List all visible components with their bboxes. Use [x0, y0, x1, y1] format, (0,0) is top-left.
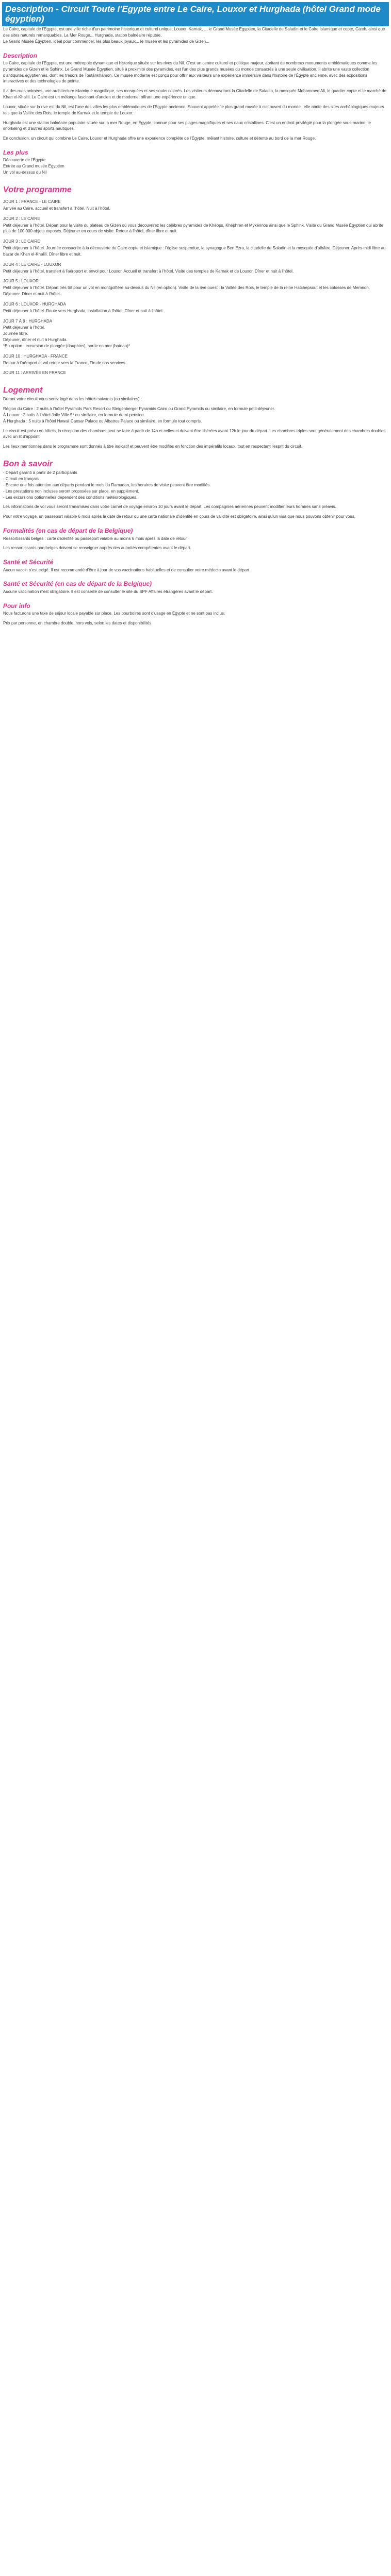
- day-title: JOUR 4 : LE CAIRE - LOUXOR: [3, 262, 61, 267]
- pour-info-section: [2, 611, 389, 626]
- description-section: [2, 60, 389, 142]
- day-title: JOUR 5 : LOUXOR: [3, 279, 39, 284]
- day-title: JOUR 6 : LOUXOR - HURGHADA: [3, 301, 66, 307]
- description-paragraph: Louxor, située sur la rive est du Nil, est l'une des villes les plus emblématiques de l'Égypte ancienne. Souvent appelée 'le plus grand musée à ciel ouvert du monde', elle abrite des sites archéologiques majeurs tels que la Vallée des Rois, le temple de Karnak et le temple de Louxor.: [3, 104, 384, 115]
- day-text: Petit déjeuner à l'hôtel. Journée libre. Déjeuner, dîner et nuit à Hurghada. *En option : excursion de plongée (dauphins), sortie en mer (bateau)*: [3, 325, 130, 348]
- day-item: [3, 216, 388, 234]
- logement-section: [2, 396, 389, 450]
- intro-paragraph: Le Grand Musée Égyptien, idéal pour commencer, les plus beaux joyaux... le musée et les pyramides de Gizeh...: [3, 39, 209, 44]
- sante-belgique-paragraph: Aucune vaccination n'est obligatoire. Il est conseillé de consulter le site du SPF Affaires étrangères avant le départ.: [3, 589, 213, 594]
- logement-paragraph: Les lieux mentionnés dans le programme sont donnés à titre indicatif et peuvent être modifiés en fonction des impératifs locaux, tout en respectant l'esprit du circuit.: [3, 444, 303, 449]
- day-title: JOUR 3 : LE CAIRE: [3, 239, 40, 244]
- formalites-paragraph: Les ressortissants non belges doivent se renseigner auprès des autorités compétentes avant le départ.: [3, 546, 191, 551]
- description-paragraph: Le Caire, capitale de l'Égypte, est une métropole dynamique et historique située sur les rives du Nil. C'est un centre culturel et politique majeur, abritant de nombreux monuments emblématiques comme les pyramides de Gizeh et le Sphinx. Le Grand Musée Égyptien, situé à proximité des pyramides, est l'un des plus grands musées du monde consacrés à une seule civilisation. Il abrite une vaste collection d'antiquités égyptiennes, dont les trésors de Toutânkhamon. Ce musée moderne est conçu pour offrir aux visiteurs une expérience immersive dans l'histoire de l'Égypte ancienne, avec des expositions interactives et des technologies de pointe.: [3, 60, 378, 84]
- day-item: [3, 199, 388, 212]
- sante-belgique-section: [2, 589, 389, 595]
- day-item: [3, 318, 388, 349]
- bon-a-savoir-paragraph: Pour votre voyage, un passeport valable 6 mois après la date de retour ou une carte nationale d'identité en cours de validité est obligatoire, ainsi qu'un visa que nous pouvons obtenir pour vous.: [3, 514, 356, 519]
- section-title-description: Description: [3, 52, 38, 59]
- description-paragraph: Hurghada est une station balnéaire populaire située sur la mer Rouge, en Égypte, connue pour ses plages magnifiques et ses eaux cristallines. C'est un endroit privilégié pour la plongée sous-marine, le snorkeling et d'autres sports nautiques.: [3, 120, 371, 131]
- section-title-bon-a-savoir: Bon à savoir: [3, 460, 53, 469]
- day-text: Petit déjeuner à l'hôtel. Départ pour la visite du plateau de Gizeh où vous découvrirez les célèbres pyramides de Khéops, Khéphren et Mykérinos ainsi que le Sphinx. Visite du Grand Musée Égyptien qui abrite plus de 100 000 objets exposés. Déjeuner en cours de visite. Retour à l'hôtel, dîner libre et nuit.: [3, 223, 383, 234]
- section-title-formalites: Formalités (en cas de départ de la Belgique): [3, 527, 133, 535]
- section-title-sante: Santé et Sécurité: [3, 558, 54, 566]
- section-title-les-plus: Les plus: [3, 149, 28, 157]
- day-title: JOUR 1 : FRANCE - LE CAIRE: [3, 199, 61, 205]
- bon-a-savoir-paragraph: - Départ garanti à partir de 2 participants - Circuit en français - Encore une fois attention aux départs pendant le mois du Ramadan, les horaires de visite peuvent être modifiés. - Les prestations non incluses seront proposées sur place, en supplément. - Les excursions optionnelles dépendent des conditions météorologiques.: [3, 470, 211, 500]
- page-banner: [2, 2, 389, 26]
- day-text: Petit déjeuner à l'hôtel. Départ très tôt pour un vol en montgolfière au-dessus du Nil (en option). Visite de la rive ouest : la Vallée des Rois, le temple de la reine Hatchepsout et les colosses de Memnon. Déjeuner. Dîner et nuit à l'hôtel.: [3, 285, 370, 297]
- pour-info-paragraph: Prix par personne, en chambre double, hors vols, selon les dates et disponibilités.: [3, 620, 153, 625]
- day-item: [3, 278, 388, 297]
- day-item: [3, 239, 388, 257]
- formalites-paragraph: Ressortissants belges : carte d'identité ou passeport valable au moins 6 mois après la date de retour.: [3, 536, 188, 541]
- programme-section: [2, 199, 389, 376]
- intro: [2, 26, 389, 44]
- section-title-programme: Votre programme: [3, 185, 72, 194]
- day-title: JOUR 7 À 9 : HURGHADA: [3, 318, 53, 324]
- day-item: [3, 370, 388, 376]
- day-text: Arrivée au Caire, accueil et transfert à l'hôtel. Nuit à l'hôtel.: [3, 206, 110, 211]
- day-text: Petit déjeuner à l'hôtel, transfert à l'aéroport et envol pour Louxor. Accueil et transfert à l'hôtel. Visite des temples de Karnak et de Louxor. Dîner et nuit à l'hôtel.: [3, 268, 294, 274]
- section-title-pour-info: Pour info: [3, 602, 30, 609]
- les-plus-section: [2, 157, 389, 175]
- section-title-sante-belgique: Santé et Sécurité (en cas de départ de la Belgique): [3, 580, 152, 588]
- day-title: JOUR 2 : LE CAIRE: [3, 216, 40, 221]
- sante-paragraph: Aucun vaccin n'est exigé. Il est recommandé d'être à jour de vos vaccinations habituelles et de consulter votre médecin avant le départ.: [3, 567, 251, 572]
- day-title: JOUR 11 : ARRIVÉE EN FRANCE: [3, 370, 67, 376]
- pour-info-paragraph: Nous facturons une taxe de séjour locale payable sur place. Les pourboires sont d'usage en Égypte et ne sont pas inclus.: [3, 611, 225, 616]
- sante-section: [2, 567, 389, 573]
- logement-paragraph: Durant votre circuit vous serez logé dans les hôtels suivants (ou similaires) :: [3, 397, 142, 402]
- bon-a-savoir-section: [2, 470, 389, 520]
- logement-paragraph: Région du Caire : 2 nuits à l'hôtel Pyramids Park Resort ou Steigenberger Pyramids Cairo ou Grand Pyramids ou similaire, en formule petit-déjeuner. À Louxor : 2 nuits à l'hôtel Jolie Ville 5* ou similaire, en formule demi-pension. À Hurghada : 5 nuits à l'hôtel Hawaii Caesar Palace ou Albatros Palace ou similaire, en formule tout compris.: [3, 406, 275, 423]
- day-text: Petit déjeuner à l'hôtel. Route vers Hurghada, installation à l'hôtel. Dîner et nuit à l'hôtel.: [3, 308, 164, 313]
- section-title-logement: Logement: [3, 386, 43, 395]
- day-item: [3, 301, 388, 314]
- day-text: Retour à l'aéroport et vol retour vers la France. Fin de nos services.: [3, 360, 126, 365]
- intro-paragraph: Le Caire, capitale de l'Égypte, est une ville riche d'un patrimoine historique et culturel unique, Louxor, Karnak, ... le Grand Musée Égyptien, la Citadelle de Saladin et le Caire Islamique et copte, Gizeh, ainsi que des sites naturels remarquables. La Mer Rouge... Hurghada, station balnéaire réputée.: [3, 27, 385, 38]
- description-paragraph: Il a des rues animées, une architecture islamique magnifique, ses mosquées et ses souks colorés. Les visiteurs découvriront la Citadelle de Saladin, la mosquée Mohammed Ali, le quartier copte et le marché de Khan el-Khalili. Le Caire est un mélange fascinant d'ancien et de moderne, offrant une expérience unique.: [3, 89, 387, 100]
- les-plus-paragraph: Découverte de l'Égypte Entrée au Grand musée Égyptien Un vol au-dessus du Nil: [3, 158, 64, 175]
- day-title: JOUR 10 : HURGHADA - FRANCE: [3, 353, 68, 359]
- day-item: [3, 353, 388, 366]
- page: [0, 0, 391, 630]
- day-text: Petit déjeuner à l'hôtel. Journée consacrée à la découverte du Caire copte et islamique : l'église suspendue, la synagogue Ben Ezra, la citadelle de Saladin et la mosquée d'albâtre. Déjeuner. Après-midi libre au bazar de Khan el-Khalili. Dîner libre et nuit.: [3, 246, 386, 257]
- page-title: Description - Circuit Toute l'Egypte entre Le Caire, Louxor et Hurghada (hôtel Grand mode égyptien): [5, 4, 381, 24]
- bon-a-savoir-paragraph: Les informations de vol vous seront transmises dans votre carnet de voyage environ 10 jours avant le départ. Les compagnies aériennes peuvent modifier leurs horaires sans préavis.: [3, 504, 336, 510]
- logement-paragraph: Le circuit est prévu en hôtels, la réception des chambres peut se faire à partir de 14h et celles-ci doivent être libérées avant 12h le jour du départ. Les chambres triples sont généralement des chambres doubles avec un lit d'appoint.: [3, 428, 386, 439]
- day-item: [3, 262, 388, 275]
- description-paragraph: En conclusion, un circuit qui combine Le Caire, Louxor et Hurghada offre une expérience complète de l'Égypte, mêlant histoire, culture et détente au bord de la mer Rouge.: [3, 136, 316, 141]
- formalites-section: [2, 536, 389, 552]
